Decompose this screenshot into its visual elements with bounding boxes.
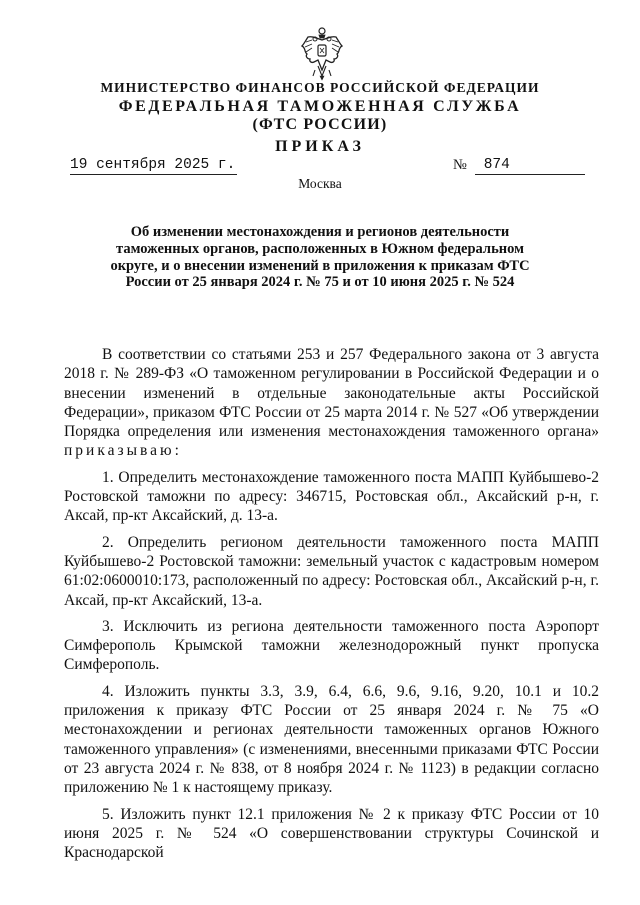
- order-item-5: 5. Изложить пункт 12.1 приложения № 2 к приказу ФТС России от 10 июня 2025 г. № 524 «О совершенствовании структуры Сочинской и Краснодарской: [64, 805, 599, 862]
- order-number: [475, 157, 585, 175]
- coat-of-arms-icon: [298, 26, 346, 82]
- order-number-value: 874: [483, 157, 510, 173]
- order-number-label: №: [453, 157, 467, 173]
- order-item-1: 1. Определить местонахождение таможенного поста МАПП Куйбышево-2 Ростовской таможни по адресу: 346715, Ростовская обл., Аксайский р-н, г. Аксай, пр-кт Аксайский, д. 13-а.: [64, 468, 599, 525]
- order-item-2: 2. Определить регионом деятельности таможенного поста МАПП Куйбышево-2 Ростовской таможни: земельный участок с кадастровым номером 61:02:0600010:173, расположенный по адресу: Ростовская обл., Аксайский р-н, г. Аксай, пр-кт Аксайский, 13-а.: [64, 533, 599, 609]
- preamble-text: В соответствии со статьями 253 и 257 Федерального закона от 3 августа 2018 г. № 289-ФЗ «О таможенном регулировании в Российской Федерации и о внесении изменений в отдельные законодательные акты Российской Федерации», приказом ФТС России от 25 марта 2014 г. № 527 «Об утверждении Порядка определения или изменения местонахождения таможенного органа»: [64, 346, 599, 441]
- document-type: ПРИКАЗ: [275, 138, 365, 155]
- order-city: Москва: [298, 176, 342, 191]
- service-name: ФЕДЕРАЛЬНАЯ ТАМОЖЕННАЯ СЛУЖБА: [118, 98, 522, 115]
- order-body: [64, 345, 599, 869]
- ministry-name: МИНИСТЕРСТВО ФИНАНСОВ РОССИЙСКОЙ ФЕДЕРАЦИИ: [100, 80, 540, 95]
- preamble-paragraph: [64, 345, 599, 461]
- order-title: Об изменении местонахождения и регионов деятельности таможенных органов, расположенных в Южном федеральном округе, и о внесении изменений в приложения к приказам ФТС России от 25 января 2024 г. № 75 и от 10 июня 2025 г. № 524: [110, 224, 530, 291]
- order-item-4: 4. Изложить пункты 3.3, 3.9, 6.4, 6.6, 9.6, 9.16, 9.20, 10.1 и 10.2 приложения к приказу ФТС России от 25 января 2024 г. № 75 «О местонахождении и регионах деятельности таможенных органов Южного таможенного управления» (с изменениями, внесенными приказами ФТС России от 23 августа 2024 г. № 838, от 8 ноября 2024 г. № 1123) в редакции согласно приложению № 1 к настоящему приказу.: [64, 682, 599, 797]
- order-date: 19 сентября 2025 г.: [70, 157, 236, 173]
- order-item-3: 3. Исключить из региона деятельности таможенного поста Аэропорт Симферополь Крымской таможни железнодорожный пункт пропуска Симферополь.: [64, 617, 599, 674]
- service-short-name: (ФТС РОССИИ): [252, 116, 388, 133]
- directive-word: приказываю:: [64, 442, 182, 460]
